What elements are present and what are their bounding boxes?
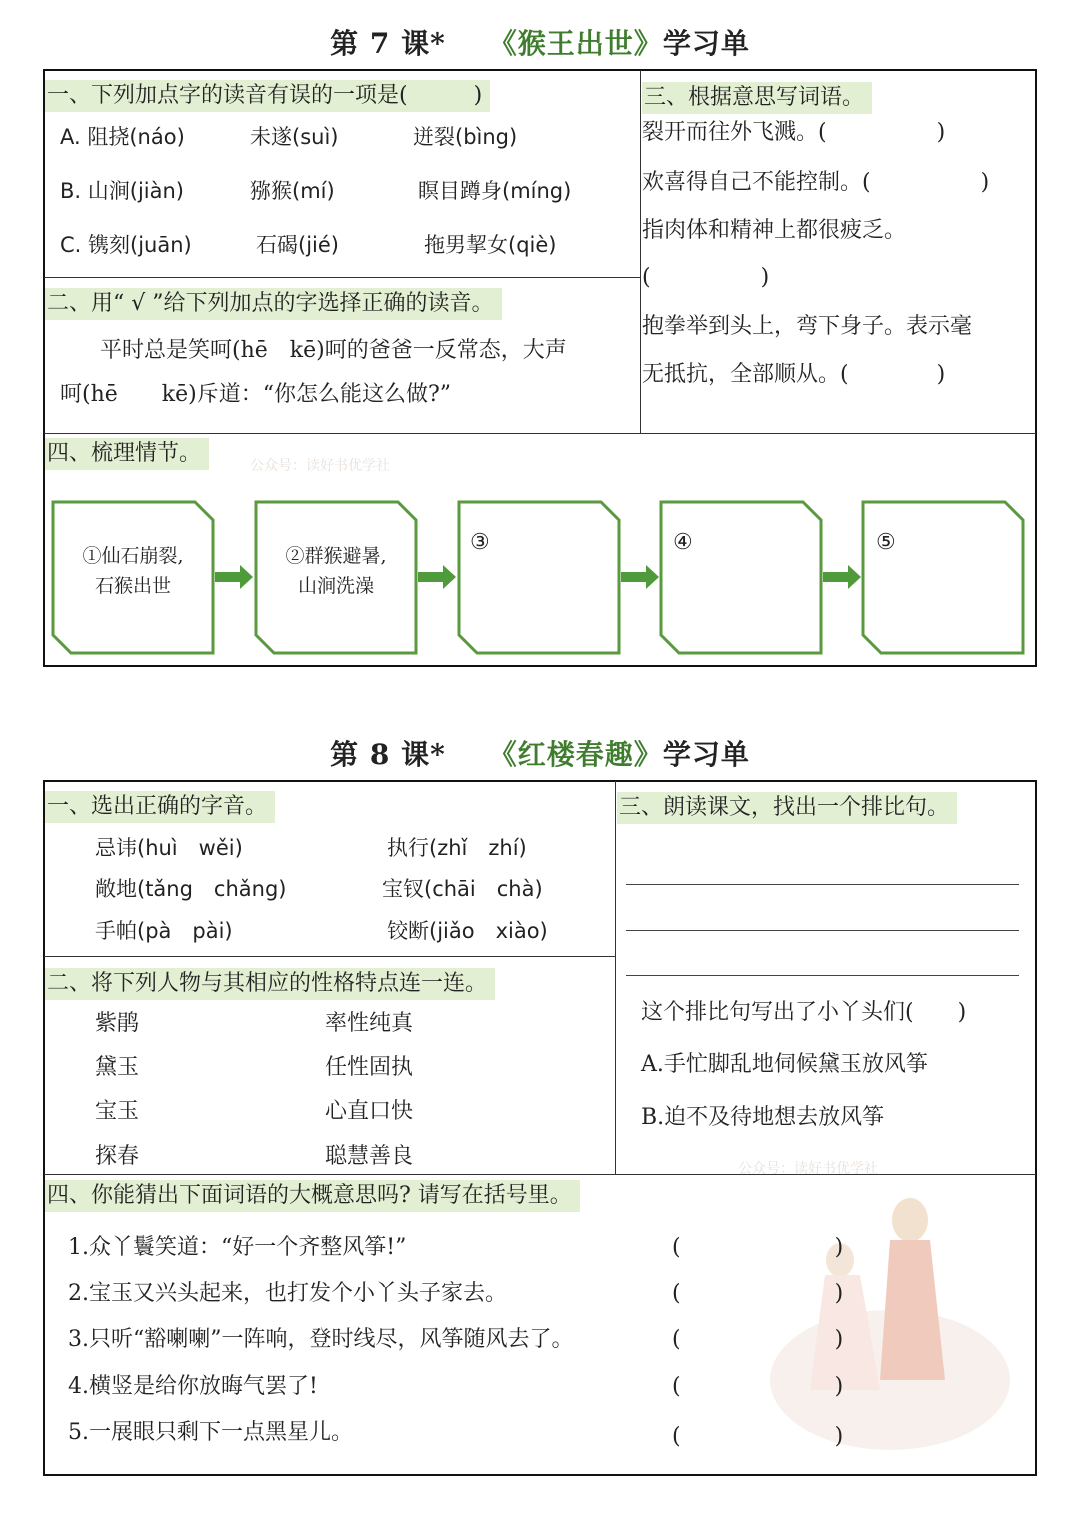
plot-step-2	[258, 541, 414, 601]
answer-line-3	[626, 975, 1019, 976]
lesson8-s4-item1: 1.众丫鬟笑道：“好一个齐整风筝!”	[68, 1235, 407, 1260]
lesson8-title-prefix: 第 8 课*	[330, 738, 446, 771]
lesson8-s4-heading: 四、你能猜出下面词语的大概意思吗? 请写在括号里。	[45, 1180, 580, 1212]
watermark-text-2: 公众号：读好书优学社	[738, 1161, 878, 1177]
answer-bracket-2: ( )	[672, 1281, 844, 1306]
plot-step-1-line2: 石猴出世	[94, 575, 171, 597]
lesson8-divider-h2	[44, 1174, 1036, 1175]
flow-arrow-1	[215, 565, 253, 589]
lesson8-s1-right1: 执行(zhǐ zhí)	[387, 836, 527, 860]
lesson7-title-suffix: 学习单	[662, 27, 750, 60]
plot-step-2-line1: ②群猴避暑,	[285, 545, 387, 567]
lesson8-s2-person1: 紫鹃	[95, 1011, 140, 1036]
answer-bracket-3: ( )	[672, 1327, 844, 1352]
lesson7-s2-heading: 二、用“ √ ”给下列加点的字选择正确的读音。	[45, 288, 502, 320]
lesson8-s2-trait3: 心直口快	[325, 1099, 414, 1124]
lesson8-s1-left3: 手帕(pà pài)	[95, 919, 233, 943]
answer-bracket-5: ( )	[672, 1424, 844, 1449]
lesson8-s2-trait1: 率性纯真	[325, 1011, 414, 1036]
lesson7-s1-b2: 猕猴(mí)	[250, 179, 335, 203]
plot-step-1-line1: ①仙石崩裂,	[82, 545, 184, 567]
lesson7-s3-line4: ( )	[642, 265, 770, 290]
lesson8-book-title: 《红楼春趣》	[488, 738, 663, 771]
lesson8-s2-person2: 黛玉	[95, 1055, 140, 1080]
lesson7-s1-c3: 拖男挈女(qiè)	[424, 233, 557, 257]
lesson8-s3-heading: 三、朗读课文，找出一个排比句。	[617, 792, 957, 824]
lesson8-s2-person3: 宝玉	[95, 1099, 140, 1124]
lesson8-title-suffix: 学习单	[662, 738, 750, 771]
lesson8-s4-item4: 4.横竖是给你放晦气罢了!	[68, 1374, 318, 1399]
lesson7-s3-line6: 无抵抗，全部顺从。( )	[642, 362, 946, 387]
lesson8-s4-item2: 2.宝玉又兴头起来，也打发个小丫头子家去。	[68, 1281, 507, 1306]
answer-bracket-4: ( )	[672, 1374, 844, 1399]
lesson7-s1-b3: 瞑目蹲身(míng)	[418, 179, 572, 203]
lesson8-s1-heading: 一、选出正确的字音。	[45, 791, 275, 823]
lesson8-s3-option-b: B.迫不及待地想去放风筝	[641, 1105, 885, 1130]
lesson7-s1-heading: 一、下列加点字的读音有误的一项是( )	[45, 80, 490, 112]
lesson7-s1-b1: B. 山涧(jiàn)	[60, 179, 184, 203]
plot-step-2-line2: 山涧洗澡	[297, 575, 374, 597]
lesson7-s1-a1: A. 阻挠(náo)	[60, 125, 185, 149]
watermark-text: 公众号：读好书优学社	[250, 458, 390, 474]
flow-arrow-2	[418, 565, 456, 589]
flow-arrow-4	[823, 565, 861, 589]
lesson8-s1-right3: 铰断(jiǎo xiào)	[387, 919, 548, 943]
lesson8-s4-item5: 5.一展眼只剩下一点黑星儿。	[68, 1420, 353, 1445]
lesson7-s2-line2: 呵(hē kē)斥道：“你怎么能这么做?”	[60, 382, 451, 407]
lesson8-title	[0, 733, 1080, 773]
lesson8-s1-left1: 忌讳(huì wěi)	[95, 836, 243, 860]
lesson7-s1-a2: 未遂(suì)	[250, 125, 339, 149]
plot-step-5-number: ⑤	[876, 530, 896, 555]
lesson7-s1-c1: C. 镌刻(juān)	[60, 233, 192, 257]
plot-box-5	[863, 502, 1023, 653]
lesson8-s3-option-a: A.手忙脚乱地伺候黛玉放风筝	[641, 1052, 928, 1077]
lesson7-s3-heading: 三、根据意思写词语。	[642, 82, 872, 114]
lesson8-s2-heading: 二、将下列人物与其相应的性格特点连一连。	[45, 968, 495, 1000]
plot-step-1	[55, 541, 211, 601]
lesson7-s1-a3: 迸裂(bìng)	[413, 125, 518, 149]
lesson7-s1-c2: 石碣(jié)	[256, 233, 339, 257]
lesson7-s3-line5: 抱拳举到头上，弯下身子。表示毫	[642, 314, 973, 339]
plot-box-4	[661, 502, 821, 653]
lesson8-s3-question: 这个排比句写出了小丫头们( )	[641, 1000, 967, 1025]
lesson7-s3-line1: 裂开而往外飞溅。( )	[642, 120, 946, 145]
lesson7-s2-line1: 平时总是笑呵(hē kē)呵的爸爸一反常态，大声	[100, 338, 567, 363]
lesson7-s3-line3: 指肉体和精神上都很疲乏。	[642, 218, 907, 243]
answer-bracket-1: ( )	[672, 1235, 844, 1260]
lesson8-s4-item3: 3.只听“豁喇喇”一阵响，登时线尽，风筝随风去了。	[68, 1327, 574, 1352]
lesson7-title-prefix: 第 7 课*	[330, 27, 446, 60]
lesson7-book-title: 《猴王出世》	[488, 27, 663, 60]
lesson8-s1-left2: 敞地(tǎng chǎng)	[95, 877, 287, 901]
plot-step-4-number: ④	[673, 530, 693, 555]
lesson8-s2-person4: 探春	[95, 1144, 140, 1169]
lesson8-s2-trait4: 聪慧善良	[325, 1144, 414, 1169]
answer-line-1	[626, 884, 1019, 885]
answer-line-2	[626, 930, 1019, 931]
lesson7-s4-heading: 四、梳理情节。	[45, 438, 209, 470]
lesson8-divider-h1	[44, 956, 615, 957]
flow-arrow-3	[621, 565, 659, 589]
lesson8-s2-trait2: 任性固执	[325, 1055, 414, 1080]
plot-step-3-number: ③	[470, 530, 490, 555]
lesson7-s3-line2: 欢喜得自己不能控制。( )	[642, 170, 990, 195]
plot-box-3	[459, 502, 619, 653]
lesson8-s1-right2: 宝钗(chāi chà)	[382, 877, 543, 901]
lesson8-divider-v	[615, 781, 616, 1174]
